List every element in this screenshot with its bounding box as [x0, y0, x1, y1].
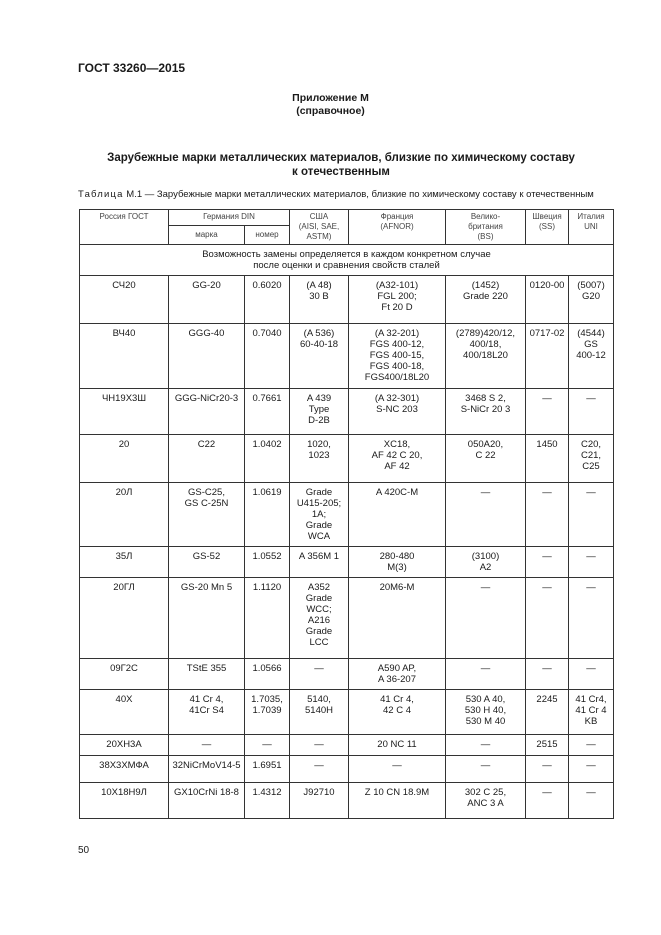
- cell-mark: —: [169, 735, 245, 756]
- cell-sweden: 0717-02: [526, 324, 569, 389]
- header-france: Франция (AFNOR): [349, 210, 446, 245]
- cell-uk: —: [446, 735, 526, 756]
- cell-uk: —: [446, 756, 526, 783]
- cell-sweden: —: [526, 659, 569, 690]
- cell-russia: СЧ20: [80, 276, 169, 324]
- cell-russia: 20: [80, 435, 169, 483]
- cell-mark: GS-C25, GS C-25N: [169, 483, 245, 547]
- cell-mark: 41 Cr 4, 41Cr S4: [169, 690, 245, 735]
- cell-mark: GS-52: [169, 547, 245, 578]
- cell-mark: 32NiCrMoV14-5: [169, 756, 245, 783]
- caption-text: М.1 — Зарубежные марки металлических материалов, близкие по химическому составу к отечественным: [126, 189, 594, 200]
- table-row: [80, 735, 614, 756]
- cell-russia: 20Л: [80, 483, 169, 547]
- cell-italy: —: [569, 389, 614, 435]
- cell-russia: ВЧ40: [80, 324, 169, 389]
- cell-uk: —: [446, 659, 526, 690]
- cell-france: A 420C-M: [349, 483, 446, 547]
- cell-mark: GGG-NiCr20-3: [169, 389, 245, 435]
- cell-france: (A32-101) FGL 200; Ft 20 D: [349, 276, 446, 324]
- cell-sweden: 1450: [526, 435, 569, 483]
- cell-number: 0.7040: [245, 324, 290, 389]
- cell-italy: —: [569, 483, 614, 547]
- header-sweden: Швеция (SS): [526, 210, 569, 245]
- cell-france: (A 32-301) S-NC 203: [349, 389, 446, 435]
- cell-number: 1.0552: [245, 547, 290, 578]
- cell-uk: 530 A 40, 530 H 40, 530 M 40: [446, 690, 526, 735]
- cell-russia: 20ХН3А: [80, 735, 169, 756]
- cell-number: 1.0619: [245, 483, 290, 547]
- cell-sweden: —: [526, 756, 569, 783]
- cell-uk: (2789)420/12, 400/18, 400/18L20: [446, 324, 526, 389]
- cell-number: 1.4312: [245, 783, 290, 819]
- cell-usa: (A 536) 60-40-18: [290, 324, 349, 389]
- cell-france: 41 Cr 4, 42 C 4: [349, 690, 446, 735]
- table-row: [80, 756, 614, 783]
- heading-line-2: к отечественным: [292, 166, 390, 178]
- header-usa: США (AISI, SAE, ASTM): [290, 210, 349, 245]
- cell-mark: TStE 355: [169, 659, 245, 690]
- table-row: [80, 547, 614, 578]
- cell-usa: Grade U415-205; 1A; Grade WCA: [290, 483, 349, 547]
- cell-usa: A 439 Type D-2B: [290, 389, 349, 435]
- cell-sweden: —: [526, 547, 569, 578]
- cell-italy: —: [569, 756, 614, 783]
- cell-france: A590 AP, A 36-207: [349, 659, 446, 690]
- cell-italy: —: [569, 783, 614, 819]
- cell-number: 1.0566: [245, 659, 290, 690]
- cell-usa: —: [290, 756, 349, 783]
- cell-mark: GS-20 Mn 5: [169, 578, 245, 659]
- cell-russia: 40Х: [80, 690, 169, 735]
- cell-uk: 3468 S 2, S-NiCr 20 3: [446, 389, 526, 435]
- appendix-subtitle: (справочное): [296, 105, 365, 117]
- cell-france: 20 NC 11: [349, 735, 446, 756]
- cell-france: XC18, AF 42 C 20, AF 42: [349, 435, 446, 483]
- cell-uk: (1452) Grade 220: [446, 276, 526, 324]
- table-row: [80, 690, 614, 735]
- cell-italy: 41 Cr4, 41 Cr 4 KB: [569, 690, 614, 735]
- cell-italy: C20, C21, C25: [569, 435, 614, 483]
- cell-usa: 5140, 5140H: [290, 690, 349, 735]
- table-row: [80, 324, 614, 389]
- cell-mark: C22: [169, 435, 245, 483]
- cell-russia: 20ГЛ: [80, 578, 169, 659]
- cell-mark: GG-20: [169, 276, 245, 324]
- cell-russia: ЧН19Х3Ш: [80, 389, 169, 435]
- table-row: [80, 783, 614, 819]
- cell-russia: 10Х18Н9Л: [80, 783, 169, 819]
- cell-france: (A 32-201) FGS 400-12, FGS 400-15, FGS 400-18, FGS400/18L20: [349, 324, 446, 389]
- cell-russia: 35Л: [80, 547, 169, 578]
- header-germany: Германия DIN: [169, 210, 290, 226]
- header-uk: Велико- британия (BS): [446, 210, 526, 245]
- table-row: [80, 578, 614, 659]
- cell-uk: 302 C 25, ANC 3 A: [446, 783, 526, 819]
- section-heading: [80, 151, 602, 179]
- cell-uk: —: [446, 578, 526, 659]
- cell-uk: —: [446, 483, 526, 547]
- cell-france: 20M6-M: [349, 578, 446, 659]
- cell-sweden: —: [526, 783, 569, 819]
- cell-usa: (A 48) 30 B: [290, 276, 349, 324]
- cell-sweden: 2515: [526, 735, 569, 756]
- header-germany-number: номер: [245, 226, 290, 245]
- cell-sweden: —: [526, 389, 569, 435]
- table-row: [80, 276, 614, 324]
- caption-label: Таблица: [78, 189, 124, 200]
- table-body: [80, 245, 614, 819]
- cell-usa: A352 Grade WCC; A216 Grade LCC: [290, 578, 349, 659]
- table-caption: [78, 189, 594, 200]
- header-russia: Россия ГОСТ: [80, 210, 169, 245]
- cell-mark: GGG-40: [169, 324, 245, 389]
- cell-usa: A 356M 1: [290, 547, 349, 578]
- cell-sweden: —: [526, 483, 569, 547]
- cell-russia: 38Х3ХМФА: [80, 756, 169, 783]
- cell-mark: GX10CrNi 18-8: [169, 783, 245, 819]
- appendix-title: Приложение М: [292, 92, 369, 104]
- cell-uk: 050A20, C 22: [446, 435, 526, 483]
- cell-number: 1.0402: [245, 435, 290, 483]
- table-row: [80, 435, 614, 483]
- cell-usa: J92710: [290, 783, 349, 819]
- cell-number: 0.6020: [245, 276, 290, 324]
- note-cell: Возможность замены определяется в каждом конкретном случае после оценки и сравнения свойств сталей: [80, 245, 614, 276]
- cell-italy: —: [569, 735, 614, 756]
- cell-italy: (5007) G20: [569, 276, 614, 324]
- cell-france: —: [349, 756, 446, 783]
- header-germany-mark: марка: [169, 226, 245, 245]
- table-row: [80, 659, 614, 690]
- table-row: [80, 483, 614, 547]
- cell-italy: —: [569, 659, 614, 690]
- cell-number: 1.7035, 1.7039: [245, 690, 290, 735]
- table-row: [80, 389, 614, 435]
- cell-uk: (3100) A2: [446, 547, 526, 578]
- header-italy: Италия UNI: [569, 210, 614, 245]
- cell-sweden: 2245: [526, 690, 569, 735]
- note-row: [80, 245, 614, 276]
- cell-number: 1.1120: [245, 578, 290, 659]
- cell-usa: 1020, 1023: [290, 435, 349, 483]
- comparison-table: [79, 209, 614, 819]
- heading-line-1: Зарубежные марки металлических материалов, близкие по химическому составу: [107, 152, 575, 164]
- cell-france: Z 10 CN 18.9M: [349, 783, 446, 819]
- cell-usa: —: [290, 735, 349, 756]
- document-code: ГОСТ 33260—2015: [78, 61, 186, 75]
- cell-sweden: —: [526, 578, 569, 659]
- cell-number: 0.7661: [245, 389, 290, 435]
- page-number: 50: [78, 845, 90, 856]
- cell-italy: —: [569, 547, 614, 578]
- cell-france: 280-480 M(3): [349, 547, 446, 578]
- cell-usa: —: [290, 659, 349, 690]
- cell-italy: —: [569, 578, 614, 659]
- cell-number: —: [245, 735, 290, 756]
- cell-sweden: 0120-00: [526, 276, 569, 324]
- cell-italy: (4544) GS 400-12: [569, 324, 614, 389]
- cell-number: 1.6951: [245, 756, 290, 783]
- table-header: [80, 210, 614, 245]
- cell-russia: 09Г2С: [80, 659, 169, 690]
